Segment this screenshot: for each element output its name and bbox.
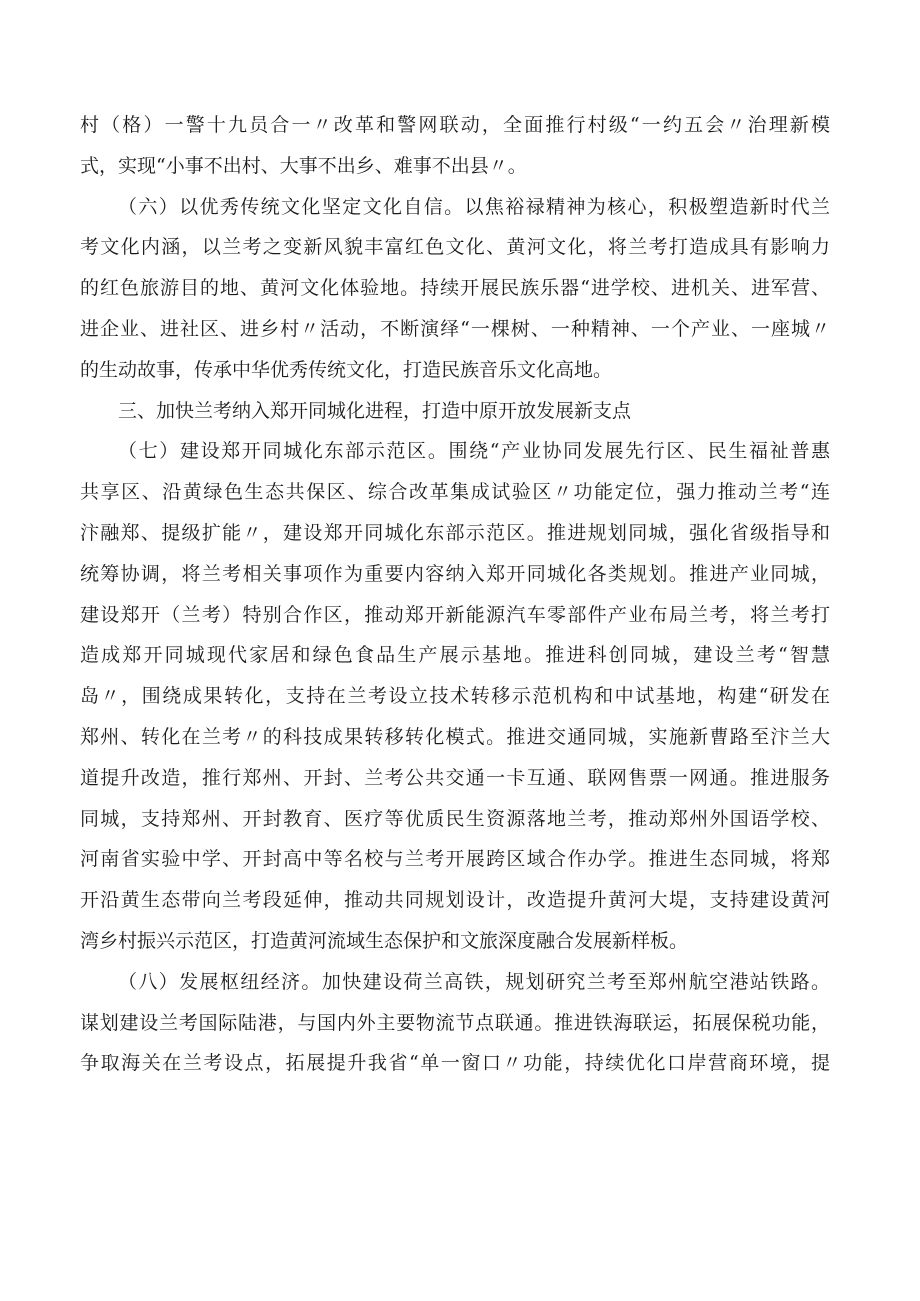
text-line: 开沿黄生态带向兰考段延伸，推动共同规划设计，改造提升黄河大堤，支持建设黄河	[80, 889, 830, 912]
text-line: 村（格）一警十九员合一〃改革和警网联动，全面推行村级“一约五会〃治理新模	[80, 114, 830, 136]
text-line: 汴融郑、提级扩能〃，建设郑开同城化东部示范区。推进规划同城，强化省级指导和	[80, 521, 830, 544]
text-line: 统筹协调，将兰考相关事项作为重要内容纳入郑开同城化各类规划。推进产业同城，	[80, 562, 830, 585]
text-line: 湾乡村振兴示范区，打造黄河流域生态保护和文旅深度融合发展新样板。	[80, 929, 689, 952]
text-line: 造成郑开同城现代家居和绿色食品生产展示基地。推进科创同城，建设兰考“智慧	[80, 644, 830, 667]
text-line: 的红色旅游目的地、黄河文化体验地。持续开展民族乐器“进学校、进机关、进军营、	[80, 277, 830, 300]
text-line: （七）建设郑开同城化东部示范区。围绕“产业协同发展先行区、民生福祉普惠	[118, 440, 830, 463]
paragraph-continuation	[80, 105, 830, 187]
paragraph-section-eight	[80, 962, 830, 1084]
text-line: 进企业、进社区、进乡村〃活动，不断演绎“一棵树、一种精神、一个产业、一座城〃	[80, 317, 830, 340]
text-line: （六）以优秀传统文化坚定文化自信。以焦裕禄精神为核心，积极塑造新时代兰	[118, 195, 830, 218]
text-line: 岛〃，围绕成果转化，支持在兰考设立技术转移示范机构和中试基地，构建“研发在	[80, 685, 830, 708]
paragraph-section-seven	[80, 431, 830, 961]
text-line: （八）发展枢纽经济。加快建设荷兰高铁，规划研究兰考至郑州航空港站铁路。	[118, 970, 830, 993]
text-line: 争取海关在兰考设点，拓展提升我省“单一窗口〃功能，持续优化口岸营商环境，提	[80, 1052, 830, 1075]
text-line: 道提升改造，推行郑州、开封、兰考公共交通一卡互通、联网售票一网通。推进服务	[80, 766, 830, 789]
text-line: 谋划建设兰考国际陆港，与国内外主要物流节点联通。推进铁海联运，拓展保税功能，	[80, 1011, 830, 1034]
text-line: 式，实现“小事不出村、大事不出乡、难事不出县〃。	[80, 154, 527, 177]
text-line: 考文化内涵，以兰考之变新风貌丰富红色文化、黄河文化，将兰考打造成具有影响力	[80, 236, 830, 259]
document-body	[80, 105, 830, 1084]
text-line: 郑州、转化在兰考〃的科技成果转移转化模式。推进交通同城，实施新曹路至汴兰大	[80, 725, 830, 748]
section-heading-three	[80, 391, 830, 432]
text-line: 建设郑开（兰考）特别合作区，推动郑开新能源汽车零部件产业布局兰考，将兰考打	[80, 603, 830, 626]
paragraph-section-six	[80, 187, 830, 391]
text-line: 的生动故事，传承中华优秀传统文化，打造民族音乐文化高地。	[80, 358, 613, 381]
heading-text: 三、加快兰考纳入郑开同城化进程，打造中原开放发展新支点	[118, 399, 632, 422]
text-line: 共享区、沿黄绿色生态共保区、综合改革集成试验区〃功能定位，强力推动兰考“连	[80, 481, 830, 504]
text-line: 河南省实验中学、开封高中等名校与兰考开展跨区域合作办学。推进生态同城，将郑	[80, 848, 830, 871]
text-line: 同城，支持郑州、开封教育、医疗等优质民生资源落地兰考，推动郑州外国语学校、	[80, 807, 830, 830]
